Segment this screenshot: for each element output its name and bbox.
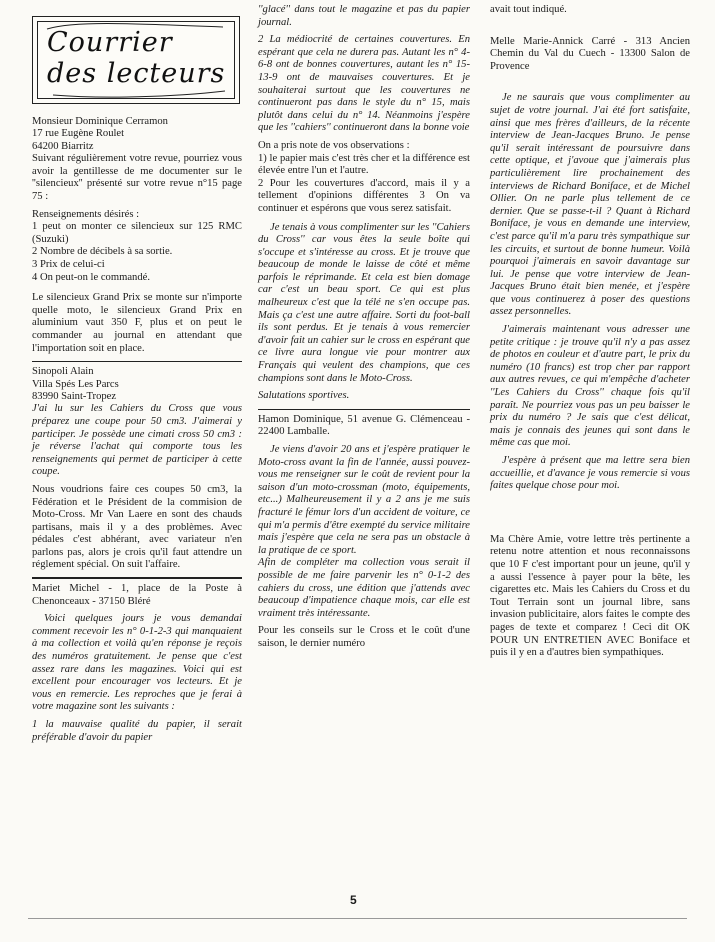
logo-text: Courrier des lecteurs — [47, 27, 226, 89]
letter5-body2: J'aimerais maintenant vous adresser une petite critique : je trouve qu'il n'y a pas assez de photos en couleur et d'autre part, le prix du numéro (10 francs) est trop cher par rapport aux autres revues, ce qui m'empêche d'acheter ''Les Cahiers du Cross'' chaque fois qu'il paraît. Ne pourriez vous pas un peu baisser le prix du numéro ? Je sais que c'est délicat, mais je connais des jeunes qui sont dans le même cas que moi. — [490, 324, 690, 449]
letter3-sender: Mariet Michel - 1, place de la Poste à Chenonceaux - 37150 Bléré — [32, 583, 242, 607]
letter5-body1: Je ne saurais que vous complimenter au sujet de votre journal. J'ai été fort satisfaite, ainsi que mes frères d'ailleurs, de la récente interview de Jean-Jacques Bruno. Je pense qu'il serait intéressant de poursuivre dans cette optique, et j'avoue que j'aimerais plus particulièrement lire prochainement des interviews de Richard Boniface, et de Michel Ollier. On ne parle plus tellement de ce dernier. Que se passe-t-il ? Quant à Richard Boniface, je vous en demande une interview, c'est parce qu'il m'a paru très sympathique sur les circuits, et surtout de bonne humeur. Voilà pourquoi j'aimerais en savoir davantage sur lui. Je pense que votre interview de Jean-Jacques Bruno était bien menée, et j'espère que vous continuerez à poser des questions assez personnelles. — [490, 92, 690, 318]
divider — [258, 409, 470, 410]
spacer — [490, 78, 690, 92]
letter5-sender: Melle Marie-Annick Carré - 313 Ancien Chemin du Val du Cuech - 13300 Salon de Provence — [490, 35, 690, 72]
sender-street: Villa Spés Les Parcs — [32, 378, 119, 390]
letter4-sender: Hamon Dominique, 51 avenue G. Clémenceau - 22400 Lamballe. — [258, 413, 470, 438]
letter3-body2: Je tenais à vous complimenter sur les ''Cahiers du Cross'' car vous êtes la seule boîte qui s'occupe et s'intéresse au cross. Et je trouve que beaucoup de monde le laisse de côté et même parfois le réprimande. Et cela est bien domage car c'est un beau sport. Ce qui est plus malheureux c'est que la télé ne s'en occupe pas. Mais ça c'est une autre affaire. Sorti du foot-ball ils sont perdus. Et je tenais à vous remercier d'avoir fait un cahier sur le cross en espérant que ce livre aura longue vie pour montrer aux Français qui veulent des champions, que ces champions sont dans le Moto-Cross. — [258, 221, 470, 384]
letter1-reply: Le silencieux Grand Prix se monte sur n'importe quelle moto, le silencieux Grand Prix en aluminium vaut 350 F, plus et on peut le commander au journal en attendant que l'importation soit en place. — [32, 292, 242, 354]
letter3-reply — [258, 140, 470, 216]
letter3-body: Voici quelques jours je vous demandai comment recevoir les n° 0-1-2-3 qui manquaient à ma collection et voilà qu'en réponse je reçois des numéros gratuitement. Je pense que c'est assez rare dans les magazines. Voici qui est excellent pour encourager vos lecteurs. Et je vous en remercie. Les reproches que je ferai à votre magazine sont les suivants : — [32, 613, 242, 713]
letter3-point2: 2 La médiocrité de certaines couvertures. En espérant que cela ne durera pas. Autant les n° 4-6-8 ont de bonnes couvertures, autant les n° 15-13-9 ont de mauvaises couvertures. Et je souhaiterai surtout que les couvertures ne continueront pas dans le style du n° 15, mais plutôt dans celui du n° 14. Néanmoins j'espère que les ''cahiers'' continueront dans la bonne voie — [258, 34, 470, 134]
list-item: 4 On peut-on le commandé. — [32, 271, 150, 283]
column-middle — [258, 4, 470, 656]
letter2-sender — [32, 366, 242, 403]
column-left — [32, 16, 242, 749]
column-right — [490, 4, 690, 665]
page-number: 5 — [350, 893, 357, 907]
letter4-reply-continued: avait tout indiqué. — [490, 4, 567, 15]
sender-name: Sinopoli Alain — [32, 366, 94, 378]
sender-name: Monsieur Dominique Cerramon — [32, 116, 168, 127]
letter5-body3: J'espère à présent que ma lettre sera bien accueillie, et d'avance je vous remercie si vous faites quelque chose pour moi. — [490, 455, 690, 492]
letter3-sign: Salutations sportives. — [258, 390, 350, 402]
letter4-body: Je viens d'avoir 20 ans et j'espère pratiquer le Moto-cross avant la fin de l'année, aussi pouvez-vous me renseigner sur le coût de revient pour la saison d'un moto-crossman (moto, équipements, etc...) Malheureusement il y a 2 ans je me suis fracturé le fémur lors d'un accident de voiture, ce qui m'a permis d'être exempté du service militaire mais j'espère que cela ne sera pas un obstacle à la pratique de ce sport. — [258, 444, 470, 556]
section-logo — [32, 16, 240, 104]
letter2-body: J'ai lu sur les Cahiers du Cross que vous préparez une coupe pour 50 cm3. J'aimerai y participer. Je possède une cimati cross 50 cm3 : je réverse l'achat qui comporte tous les renseignements qui permet de participer à cette coupe. — [32, 403, 242, 478]
list-item: 3 Prix de celui-ci — [32, 258, 105, 270]
letter3-point1: 1 la mauvaise qualité du papier, il serait préférable d'avoir du papier — [32, 719, 242, 743]
sender-street: 17 rue Eugène Roulet — [32, 128, 125, 140]
letter1-sender — [32, 116, 242, 153]
sender-city: 64200 Biarritz — [32, 140, 94, 152]
letter4-body2: Afin de compléter ma collection vous serait il possible de me faire parvenir les n° 0-1-2 des cahiers du cross, une édition que j'attends avec beaucoup d'impatience chaque mois, car elle est vraiment très intéressante. — [258, 557, 470, 619]
footer-rule — [28, 918, 687, 919]
letter4-reply: Pour les conseils sur le Cross et le coût d'une saison, le dernier numéro — [258, 625, 470, 649]
list-title: Renseignements désirés : — [32, 208, 140, 220]
list-item: 2 Nombre de décibels à sa sortie. — [32, 246, 173, 258]
reply-point: 2 Pour les couvertures d'accord, mais il y a tellement d'opinions différentes 3 On va continuer et espérons que vous serez satisfait. — [258, 177, 470, 214]
letter1-body: Suivant régulièrement votre revue, pourriez vous avoir la gentillesse de me documenter sur le ''silencieux'' présenté sur votre revue n°15 page 75 : — [32, 153, 242, 202]
sender-city: 83990 Saint-Tropez — [32, 390, 117, 402]
divider — [32, 577, 242, 579]
reply-intro: On a pris note de vos observations : — [258, 139, 410, 151]
letter5-reply: Ma Chère Amie, votre lettre très pertinente a retenu notre attention et nous reconnaissons que 10 F c'est important pour un jeune, qu'il y a aussi l'essence à payer pour la bête, les cigarettes etc. Mais les Cahiers du Cross et du Tout Terrain sont un journal libre, sans invasion publicitaire, alors faites le compte des pages de texte et comparez ! Ceci dit OK POUR UN ENTRETIEN AVEC Boniface et puis il y en a d'autres bien sympathiques. — [490, 533, 690, 659]
letter2-reply: Nous voudrions faire ces coupes 50 cm3, la Fédération et le Président de la commision de Moto-Cross. Mr Van Laere en sont des chauds partisans, mais il y a des problèmes. Avec pédales c'est abhérant, avec variateur n'en parlons pas, alors je crois qu'il faut attendre un réglement spécial. On suit l'affaire. — [32, 483, 242, 571]
list-item: 1 peut on monter ce silencieux sur 125 RMC (Suzuki) — [32, 221, 242, 245]
spacer — [490, 22, 690, 36]
letter1-list — [32, 209, 242, 285]
spacer — [490, 498, 690, 534]
divider — [32, 361, 242, 362]
letter3-continued: ''glacé'' dans tout le magazine et pas du papier journal. — [258, 4, 470, 28]
reply-point: 1) le papier mais c'est très cher et la différence est élevée entre l'un et l'autre. — [258, 152, 470, 177]
